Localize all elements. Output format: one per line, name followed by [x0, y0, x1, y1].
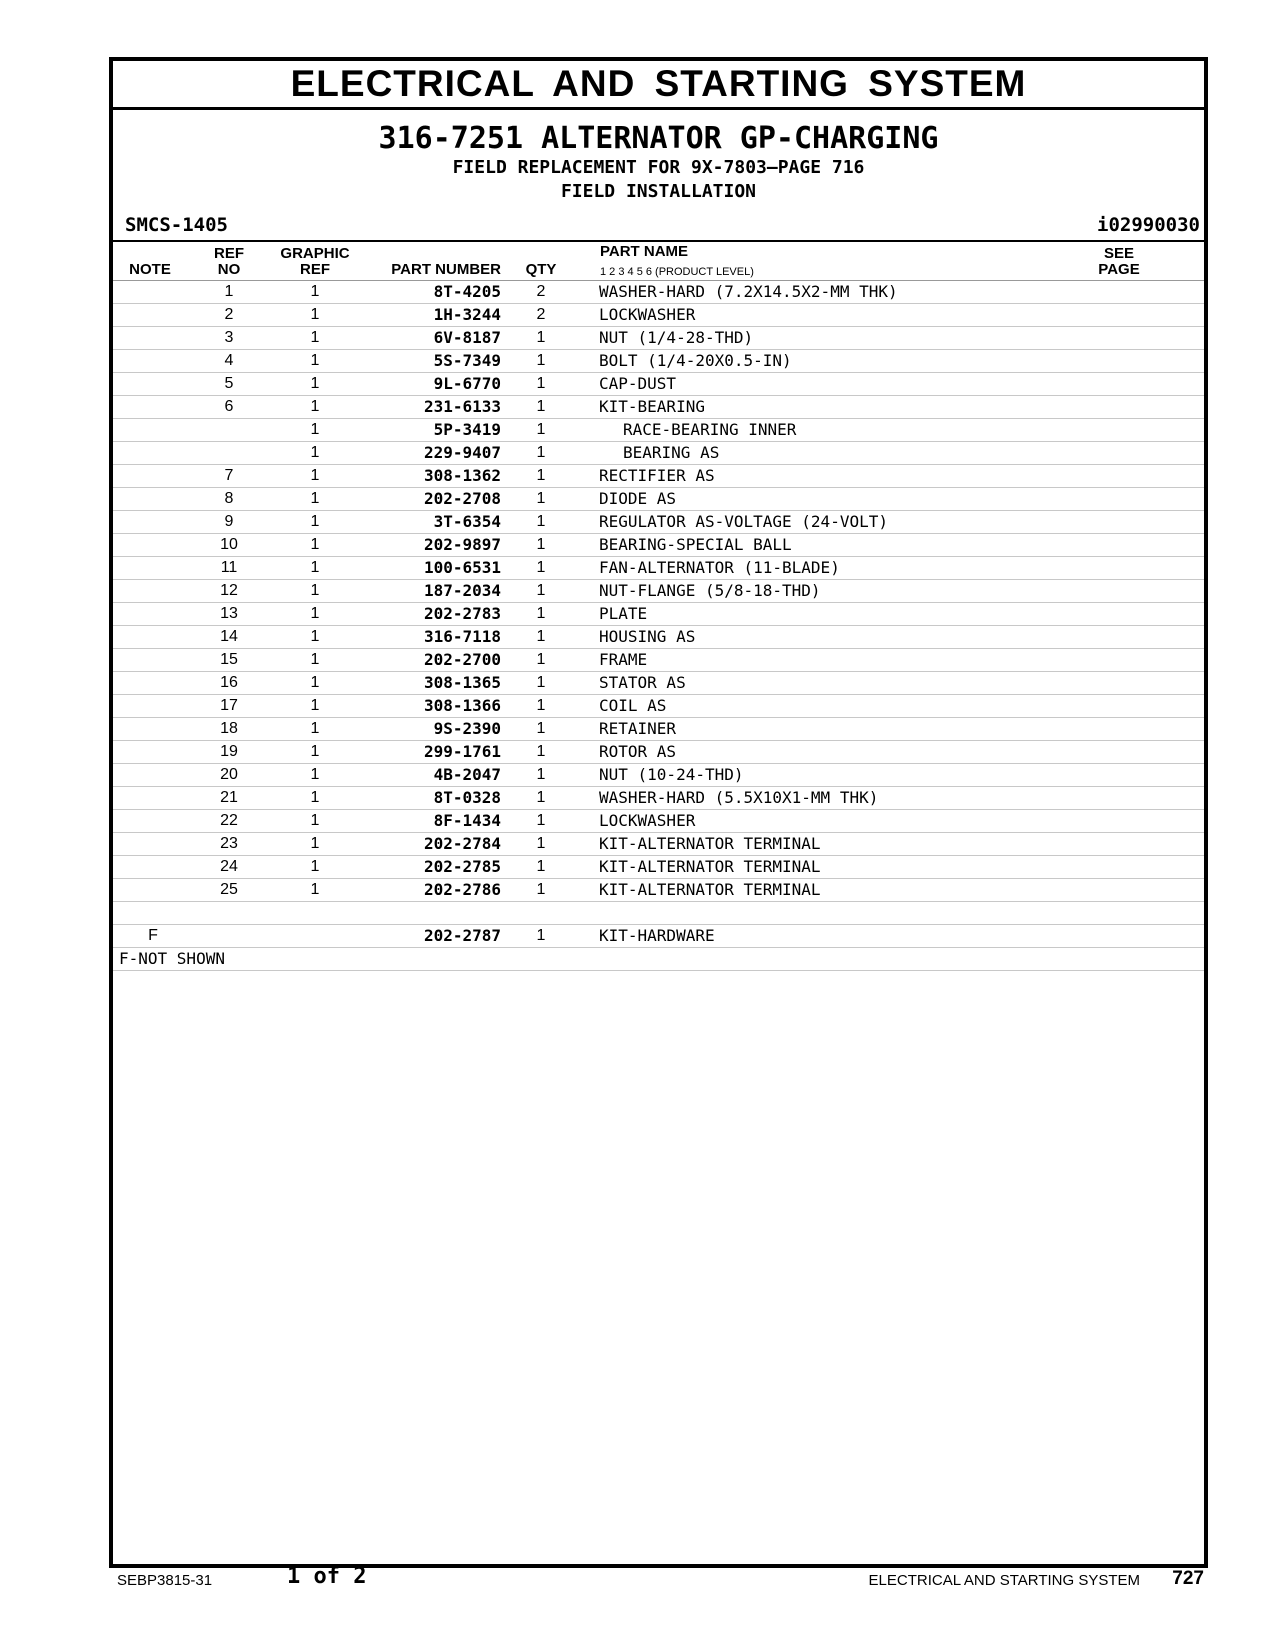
footnote: F-NOT SHOWN	[113, 948, 1204, 971]
cell-ref-no: 15	[220, 651, 238, 668]
cell-part-number: 5P-3419	[433, 420, 501, 439]
cell-qty: 1	[536, 766, 546, 783]
cell-ref-no: 17	[220, 697, 238, 714]
cell-part-number: 229-9407	[423, 443, 501, 462]
cell-part-name: REGULATOR AS-VOLTAGE (24-VOLT)	[599, 512, 888, 531]
cell-ref-no: 1	[224, 283, 234, 300]
cell-part-name: KIT-BEARING	[599, 397, 705, 416]
cell-graphic-ref: 1	[310, 674, 320, 691]
cell-qty: 1	[536, 743, 546, 760]
cell-ref-no: 6	[224, 398, 234, 415]
smcs-code: SMCS-1405	[125, 214, 228, 236]
cell-ref-no: 5	[224, 375, 234, 392]
cell-part-number: 9L-6770	[433, 374, 501, 393]
cell-part-name: COIL AS	[599, 696, 667, 715]
cell-ref-no: 7	[224, 467, 234, 484]
cell-qty: 1	[536, 513, 546, 530]
cell-graphic-ref: 1	[310, 306, 320, 323]
cell-qty: 1	[536, 398, 546, 415]
cell-graphic-ref: 1	[310, 490, 320, 507]
cell-graphic-ref: 1	[310, 582, 320, 599]
group-title: 316-7251 ALTERNATOR GP-CHARGING	[378, 121, 939, 156]
cell-graphic-ref: 1	[310, 536, 320, 553]
cell-qty: 1	[536, 605, 546, 622]
cell-part-number: 202-2787	[423, 926, 501, 945]
cell-part-number: 6V-8187	[433, 328, 501, 347]
cell-part-number: 202-2708	[423, 489, 501, 508]
header-qty: QTY	[525, 261, 557, 278]
table-row	[113, 511, 1204, 534]
cell-part-number: 308-1362	[423, 466, 501, 485]
cell-qty: 1	[536, 559, 546, 576]
table-row	[113, 281, 1204, 304]
table-row	[113, 925, 1204, 948]
cell-graphic-ref: 1	[310, 881, 320, 898]
cell-graphic-ref: 1	[310, 835, 320, 852]
section-title: ELECTRICAL AND STARTING SYSTEM	[113, 61, 1204, 110]
cell-ref-no: 22	[220, 812, 238, 829]
cell-qty: 1	[536, 835, 546, 852]
cell-qty: 1	[536, 628, 546, 645]
cell-ref-no: 20	[220, 766, 238, 783]
header-ref-no-bottom: NO	[217, 261, 241, 278]
cell-qty: 1	[536, 812, 546, 829]
table-row	[113, 718, 1204, 741]
cell-part-name: RECTIFIER AS	[599, 466, 715, 485]
cell-ref-no: 2	[224, 306, 234, 323]
cell-qty: 1	[536, 375, 546, 392]
cell-part-number: 308-1366	[423, 696, 501, 715]
table-row	[113, 488, 1204, 511]
cell-part-name: LOCKWASHER	[599, 811, 696, 830]
header-graphic-top: GRAPHIC	[280, 245, 350, 262]
table-row	[113, 649, 1204, 672]
cell-qty: 1	[536, 697, 546, 714]
cell-part-name: ROTOR AS	[599, 742, 677, 761]
cell-part-name: PLATE	[599, 604, 648, 623]
cell-part-number: 9S-2390	[433, 719, 501, 738]
cell-graphic-ref: 1	[310, 812, 320, 829]
cell-graphic-ref: 1	[310, 789, 320, 806]
cell-ref-no: 19	[220, 743, 238, 760]
cell-qty: 1	[536, 858, 546, 875]
cell-part-name: WASHER-HARD (5.5X10X1-MM THK)	[599, 788, 879, 807]
smcs-row	[113, 210, 1204, 240]
table-row	[113, 304, 1204, 327]
cell-graphic-ref: 1	[310, 697, 320, 714]
cell-graphic-ref: 1	[310, 444, 320, 461]
cell-part-number: 187-2034	[423, 581, 501, 600]
cell-graphic-ref: 1	[310, 329, 320, 346]
cell-qty: 1	[536, 352, 546, 369]
cell-part-number: 202-2700	[423, 650, 501, 669]
cell-part-number: 308-1365	[423, 673, 501, 692]
cell-part-name: FAN-ALTERNATOR (11-BLADE)	[599, 558, 840, 577]
cell-graphic-ref: 1	[310, 858, 320, 875]
header-graphic-bottom: REF	[300, 261, 330, 278]
cell-part-name: BEARING AS	[623, 443, 720, 462]
cell-ref-no: 10	[220, 536, 238, 553]
cell-part-name: CAP-DUST	[599, 374, 677, 393]
cell-qty: 1	[536, 720, 546, 737]
table-row	[113, 557, 1204, 580]
cell-part-number: 202-2783	[423, 604, 501, 623]
header-part-name: PART NAME	[600, 243, 689, 260]
cell-ref-no: 14	[220, 628, 238, 645]
cell-part-number: 8F-1434	[433, 811, 501, 830]
cell-part-number: 3T-6354	[433, 512, 501, 531]
cell-graphic-ref: 1	[310, 720, 320, 737]
cell-qty: 2	[536, 283, 546, 300]
cell-qty: 1	[536, 582, 546, 599]
cell-graphic-ref: 1	[310, 605, 320, 622]
cell-part-name: NUT (10-24-THD)	[599, 765, 744, 784]
cell-part-name: KIT-ALTERNATOR TERMINAL	[599, 880, 821, 899]
page-frame	[109, 57, 1208, 1568]
table-row	[113, 764, 1204, 787]
cell-graphic-ref: 1	[310, 421, 320, 438]
cell-qty: 1	[536, 467, 546, 484]
cell-part-number: 100-6531	[423, 558, 501, 577]
cell-qty: 1	[536, 329, 546, 346]
cell-qty: 1	[536, 421, 546, 438]
cell-part-number: 231-6133	[423, 397, 501, 416]
table-row	[113, 787, 1204, 810]
cell-part-name: DIODE AS	[599, 489, 677, 508]
cell-part-name: HOUSING AS	[599, 627, 696, 646]
table-row	[113, 580, 1204, 603]
cell-ref-no: 4	[224, 352, 234, 369]
cell-part-name: LOCKWASHER	[599, 305, 696, 324]
cell-part-name: BEARING-SPECIAL BALL	[599, 535, 792, 554]
cell-ref-no: 25	[220, 881, 238, 898]
footer-page-number: 727	[1172, 1568, 1204, 1589]
cell-qty: 1	[536, 651, 546, 668]
parts-table-body	[113, 281, 1204, 948]
cell-qty: 1	[536, 789, 546, 806]
cell-part-name: RACE-BEARING INNER	[623, 420, 797, 439]
table-row	[113, 419, 1204, 442]
table-row	[113, 442, 1204, 465]
footer-section: ELECTRICAL AND STARTING SYSTEM	[868, 1572, 1140, 1589]
cell-part-name: STATOR AS	[599, 673, 686, 692]
cell-part-name: KIT-ALTERNATOR TERMINAL	[599, 857, 821, 876]
table-row	[113, 327, 1204, 350]
footer-doc-number: SEBP3815-31	[117, 1572, 213, 1589]
cell-graphic-ref: 1	[310, 559, 320, 576]
header-see-bottom: PAGE	[1098, 261, 1140, 278]
cell-graphic-ref: 1	[310, 283, 320, 300]
cell-ref-no: 12	[220, 582, 238, 599]
cell-part-name: NUT-FLANGE (5/8-18-THD)	[599, 581, 821, 600]
table-row	[113, 856, 1204, 879]
cell-qty: 1	[536, 490, 546, 507]
table-row	[113, 534, 1204, 557]
table-row	[113, 879, 1204, 902]
table-row	[113, 672, 1204, 695]
cell-ref-no: 21	[220, 789, 238, 806]
cell-part-name: RETAINER	[599, 719, 677, 738]
table-row	[113, 626, 1204, 649]
cell-part-number: 202-2785	[423, 857, 501, 876]
cell-ref-no: 18	[220, 720, 238, 737]
cell-part-name: KIT-HARDWARE	[599, 926, 715, 945]
table-row	[113, 465, 1204, 488]
header-see-top: SEE	[1103, 245, 1134, 262]
cell-part-number: 202-9897	[423, 535, 501, 554]
cell-graphic-ref: 1	[310, 743, 320, 760]
cell-part-name: BOLT (1/4-20X0.5-IN)	[599, 351, 792, 370]
cell-graphic-ref: 1	[310, 467, 320, 484]
cell-part-number: 202-2784	[423, 834, 501, 853]
cell-graphic-ref: 1	[310, 375, 320, 392]
cell-qty: 1	[536, 444, 546, 461]
cell-part-number: 5S-7349	[433, 351, 501, 370]
cell-ref-no: 16	[220, 674, 238, 691]
cell-part-name: KIT-ALTERNATOR TERMINAL	[599, 834, 821, 853]
cell-ref-no: 8	[224, 490, 234, 507]
table-row	[113, 350, 1204, 373]
cell-qty: 1	[536, 927, 546, 944]
table-row	[113, 603, 1204, 626]
table-row	[113, 373, 1204, 396]
cell-part-number: 299-1761	[423, 742, 501, 761]
cell-part-name: WASHER-HARD (7.2X14.5X2-MM THK)	[599, 282, 898, 301]
cell-part-name: NUT (1/4-28-THD)	[599, 328, 754, 347]
header-ref-no-top: REF	[214, 245, 244, 262]
cell-qty: 1	[536, 536, 546, 553]
cell-part-number: 8T-0328	[433, 788, 501, 807]
cell-graphic-ref: 1	[310, 398, 320, 415]
cell-part-number: 316-7118	[423, 627, 501, 646]
parts-table-header	[113, 242, 1204, 281]
table-row	[113, 695, 1204, 718]
cell-ref-no: 23	[220, 835, 238, 852]
cell-part-name: FRAME	[599, 650, 648, 669]
table-row	[113, 902, 1204, 925]
cell-graphic-ref: 1	[310, 513, 320, 530]
subtitle-replacement: FIELD REPLACEMENT FOR 9X-7803—PAGE 716	[452, 157, 865, 178]
table-row	[113, 396, 1204, 419]
table-row	[113, 833, 1204, 856]
cell-ref-no: 9	[224, 513, 234, 530]
cell-note: F	[148, 927, 158, 944]
subtitle-installation: FIELD INSTALLATION	[560, 181, 757, 202]
cell-ref-no: 3	[224, 329, 234, 346]
cell-qty: 2	[536, 306, 546, 323]
cell-ref-no: 24	[220, 858, 238, 875]
cell-qty: 1	[536, 881, 546, 898]
cell-part-number: 4B-2047	[433, 765, 501, 784]
cell-ref-no: 11	[220, 559, 238, 576]
page-footer	[109, 1560, 1208, 1600]
cell-graphic-ref: 1	[310, 766, 320, 783]
cell-part-number: 202-2786	[423, 880, 501, 899]
cell-ref-no: 13	[220, 605, 238, 622]
header-product-levels: 1 2 3 4 5 6 (PRODUCT LEVEL)	[600, 266, 754, 278]
cell-graphic-ref: 1	[310, 651, 320, 668]
cell-part-number: 1H-3244	[433, 305, 501, 324]
table-row	[113, 810, 1204, 833]
cell-graphic-ref: 1	[310, 628, 320, 645]
footer-page-of: 1 of 2	[287, 1564, 367, 1589]
header-part-number: PART NUMBER	[391, 261, 501, 278]
cell-graphic-ref: 1	[310, 352, 320, 369]
cell-qty: 1	[536, 674, 546, 691]
table-row	[113, 741, 1204, 764]
document-id: i02990030	[1097, 214, 1200, 236]
cell-part-number: 8T-4205	[433, 282, 501, 301]
header-note: NOTE	[129, 261, 171, 278]
